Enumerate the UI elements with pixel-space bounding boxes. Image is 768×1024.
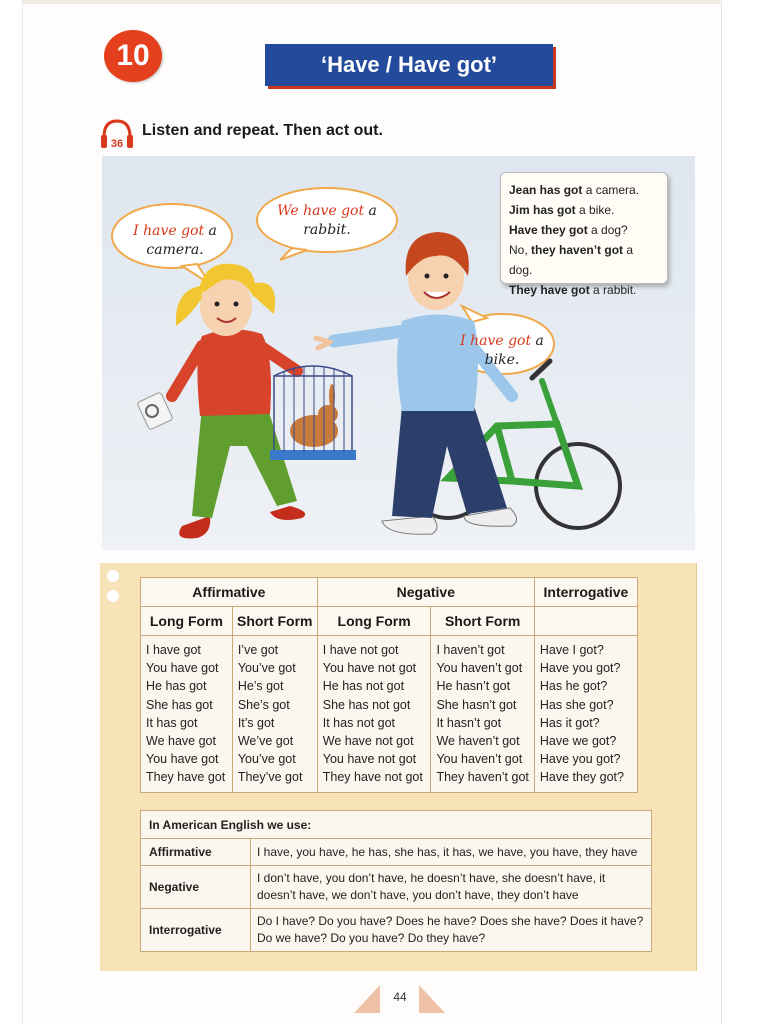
table-cell-aff-short: We’ve got (237, 734, 294, 749)
center-bubble-text (262, 202, 392, 240)
table-cell-neg-short: I haven’t got (436, 643, 505, 657)
table-cell-aff-long: We have got (146, 734, 216, 749)
boy-bubble-text (452, 332, 552, 370)
table-cell-neg-long: I have not got (322, 643, 399, 657)
boy-figure (316, 232, 517, 534)
center-bubble-rest1: a (364, 203, 377, 219)
table-cell-aff-long: She has got (146, 697, 213, 712)
table-cell-interrogative: Has it got? (539, 715, 600, 730)
table-cell-neg-long: He has not got (322, 679, 405, 694)
table-cell-neg-long: It has not got (322, 715, 396, 730)
table-cell-aff-short: She’s got (237, 697, 290, 712)
american-label-affirmative: Affirmative (141, 839, 251, 866)
boy-bubble-red: I have got (460, 333, 532, 349)
table-cell-interrogative: Have you got? (539, 661, 621, 676)
table-cell-neg-short: They haven’t got (436, 770, 529, 785)
table-cell-interrogative: Have I got? (539, 643, 604, 657)
girl-bubble-rest2: camera. (146, 242, 204, 258)
table-cell-aff-long: They have got (146, 770, 226, 785)
table-cell-neg-long: You have not got (322, 752, 417, 767)
example-sentences-box (500, 172, 668, 297)
american-text-affirmative: I have, you have, he has, she has, it has, we have, you have, they have (251, 839, 652, 866)
table-cell-aff-short: You’ve got (237, 661, 296, 676)
note-line: Jean has got a camera. (509, 183, 640, 197)
table-cell-neg-short: It hasn’t got (436, 715, 502, 730)
table-cell-interrogative: Have we got? (539, 734, 617, 749)
subheader-aff-short: Short Form (232, 607, 317, 636)
panel-dot (107, 570, 119, 582)
conjugation-table (140, 577, 638, 793)
col-aff-long (141, 636, 233, 793)
table-cell-neg-short: She hasn’t got (436, 697, 517, 712)
table-cell-aff-long: He has got (146, 679, 207, 694)
table-cell-interrogative: Have they got? (539, 770, 624, 785)
unit-number-badge: 10 (104, 30, 162, 82)
note-line: Jim has got a bike. (509, 203, 615, 217)
subheader-neg-short: Short Form (431, 607, 534, 636)
girl-bubble-text (120, 222, 230, 260)
col-aff-short (232, 636, 317, 793)
boy-bubble-rest2: bike. (484, 352, 520, 368)
girl-bubble-rest1: a (204, 223, 217, 239)
table-cell-aff-short: I’ve got (237, 643, 279, 657)
header-affirmative: Affirmative (141, 578, 318, 607)
page-title: ‘Have / Have got’ (265, 44, 553, 86)
page-top-border (22, 0, 722, 4)
headphones-icon[interactable] (98, 117, 136, 151)
center-bubble-red: We have got (277, 203, 365, 219)
american-label-negative: Negative (141, 866, 251, 909)
col-neg-long (317, 636, 431, 793)
note-line: No, they haven’t got a dog. (509, 243, 634, 277)
rabbit-cage (270, 366, 356, 460)
table-cell-aff-long: You have got (146, 752, 219, 767)
american-text-negative: I don’t have, you don’t have, he doesn’t have, she doesn’t have, it doesn’t have, we don’t have, you don’t have, they don’t have (251, 866, 652, 909)
panel-dot (107, 590, 119, 602)
col-interrogative (534, 636, 637, 793)
note-line: They have got a rabbit. (509, 283, 637, 297)
center-bubble-rest2: rabbit. (303, 222, 351, 238)
subheader-interrogative-empty (534, 607, 637, 636)
american-text-interrogative: Do I have? Do you have? Does he have? Does she have? Does it have? Do we have? Do you have? Do they have? (251, 909, 652, 952)
table-cell-interrogative: Has she got? (539, 697, 614, 712)
table-cell-neg-long: They have not got (322, 770, 423, 785)
table-cell-neg-short: We haven’t got (436, 734, 520, 749)
page-number: 44 (393, 990, 407, 1004)
table-cell-aff-short: He’s got (237, 679, 284, 694)
table-cell-neg-long: We have not got (322, 734, 414, 749)
table-cell-aff-long: It has got (146, 715, 198, 730)
instruction-text: Listen and repeat. Then act out. (142, 122, 383, 139)
track-number: 36 (110, 138, 124, 150)
table-cell-neg-short: He hasn’t got (436, 679, 511, 694)
table-cell-interrogative: Has he got? (539, 679, 608, 694)
american-label-interrogative: Interrogative (141, 909, 251, 952)
table-cell-neg-short: You haven’t got (436, 661, 523, 676)
table-cell-aff-long: I have got (146, 643, 201, 657)
girl-bubble-red: I have got (133, 223, 205, 239)
table-cell-aff-short: They’ve got (237, 770, 303, 785)
girl-figure (137, 264, 305, 539)
table-cell-neg-long: You have not got (322, 661, 417, 676)
boy-bubble-rest1: a (531, 333, 544, 349)
col-neg-short (431, 636, 534, 793)
table-cell-interrogative: Have you got? (539, 752, 621, 767)
table-cell-aff-short: It’s got (237, 715, 275, 730)
header-negative: Negative (317, 578, 534, 607)
subheader-neg-long: Long Form (317, 607, 431, 636)
table-cell-aff-long: You have got (146, 661, 219, 676)
table-cell-neg-short: You haven’t got (436, 752, 523, 767)
american-english-table (140, 810, 652, 952)
header-interrogative: Interrogative (534, 578, 637, 607)
american-title: In American English we use: (141, 811, 652, 839)
table-cell-aff-short: You’ve got (237, 752, 296, 767)
subheader-aff-long: Long Form (141, 607, 233, 636)
table-cell-neg-long: She has not got (322, 697, 411, 712)
note-line: Have they got a dog? (509, 223, 628, 237)
